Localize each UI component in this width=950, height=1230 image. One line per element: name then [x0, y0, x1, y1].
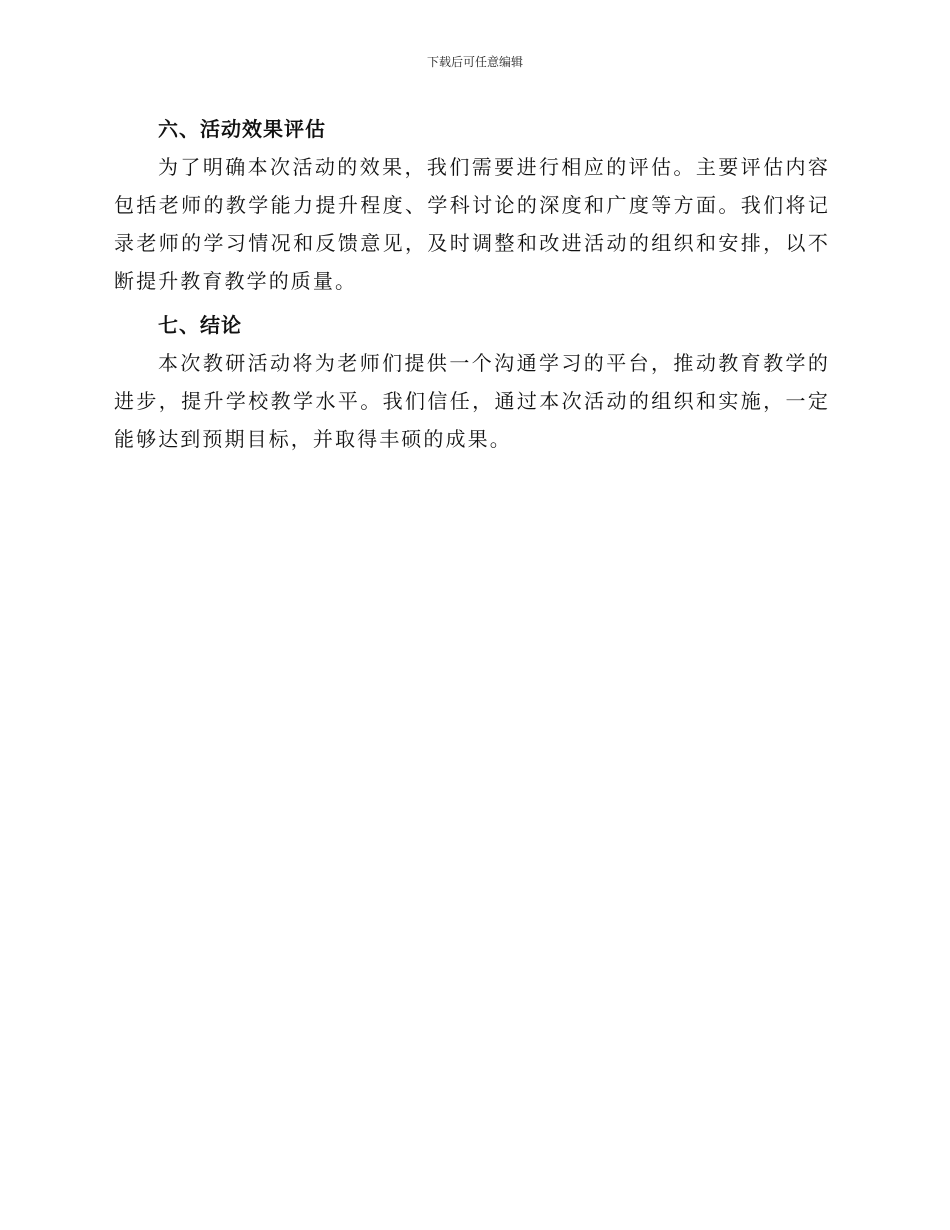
section-paragraph-conclusion: 本次教研活动将为老师们提供一个沟通学习的平台，推动教育教学的进步，提升学校教学水平。我们信任，通过本次活动的组织和实施，一定能够达到预期目标，并取得丰硕的成果。 [114, 351, 830, 451]
page-header: 下载后可任意编辑 [426, 55, 523, 69]
section-paragraph-evaluation: 为了明确本次活动的效果，我们需要进行相应的评估。主要评估内容包括老师的教学能力提升程度、学科讨论的深度和广度等方面。我们将记录老师的学习情况和反馈意见，及时调整和改进活动的组织和安排，以不断提升教育教学的质量。 [114, 155, 830, 293]
section-heading-conclusion: 七、结论 [158, 313, 242, 337]
section-heading-evaluation: 六、活动效果评估 [158, 117, 326, 141]
document-body [114, 110, 830, 464]
